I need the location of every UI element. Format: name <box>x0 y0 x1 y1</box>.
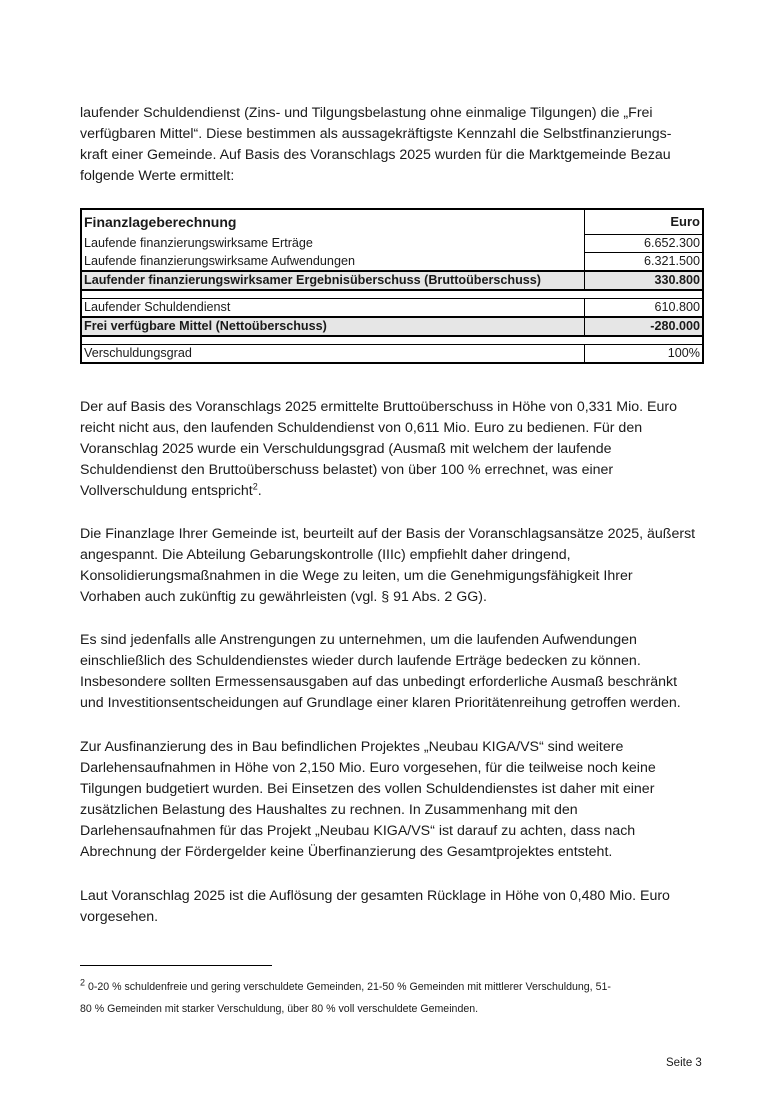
text-line: Der auf Basis des Voranschlags 2025 ermittelte Bruttoüberschuss in Höhe von 0,331 Mio. Euro <box>80 399 677 415</box>
text-line: Schuldendienst den Bruttoüberschuss belastet) von über 100 % errechnet, was einer <box>80 462 614 478</box>
paragraph-gross-surplus <box>80 397 705 502</box>
text-line: Es sind jedenfalls alle Anstrengungen zu unternehmen, um die laufenden Aufwendungen <box>80 632 637 648</box>
text-line: 80 % Gemeinden mit starker Verschuldung, über 80 % voll verschuldete Gemeinden. <box>80 1003 479 1015</box>
row-value: -280.000 <box>584 317 703 336</box>
paragraph-financial-situation <box>80 524 705 608</box>
table-spacer <box>81 336 703 345</box>
text-line: Tilgungen budgetiert wurden. Bei Einsetzen des vollen Schuldendienstes ist daher mit einer <box>80 781 655 797</box>
table-row-net-surplus <box>81 317 703 336</box>
table-spacer <box>81 290 703 299</box>
table-row-gross-surplus <box>81 271 703 290</box>
text-line: laufender Schuldendienst (Zins- und Tilgungsbelastung ohne einmalige Tilgungen) die „Frei <box>80 105 653 121</box>
row-value: 330.800 <box>584 271 703 290</box>
row-value: 100% <box>584 345 703 364</box>
row-label: Laufende finanzierungswirksame Erträge <box>81 235 584 253</box>
text-line: Laut Voranschlag 2025 ist die Auflösung der gesamten Rücklage in Höhe von 0,480 Mio. Euro <box>80 888 670 904</box>
row-label: Verschuldungsgrad <box>81 345 584 364</box>
paragraph-efforts <box>80 630 705 714</box>
table-row <box>81 345 703 364</box>
text-line: folgende Werte ermittelt: <box>80 168 235 184</box>
paragraph-reserves <box>80 886 705 928</box>
text-line: kraft einer Gemeinde. Auf Basis des Voranschlags 2025 wurden für die Marktgemeinde Bezau <box>80 147 671 163</box>
text-line: Vorhaben auch zukünftig zu gewährleisten (vgl. § 91 Abs. 2 GG). <box>80 589 487 605</box>
page-number: Seite 3 <box>666 1057 702 1069</box>
text-fragment: Vollverschuldung entspricht <box>80 483 253 499</box>
text-line: angespannt. Die Abteilung Gebarungskontrolle (IIIc) empfiehlt daher dringend, <box>80 547 571 563</box>
text-line: Zur Ausfinanzierung des in Bau befindlichen Projektes „Neubau KIGA/VS“ sind weitere <box>80 739 624 755</box>
text-line: zusätzlichen Belastung des Haushaltes zu rechnen. In Zusammenhang mit den <box>80 802 578 818</box>
text-line: Insbesondere sollten Ermessensausgaben auf das unbedingt erforderliche Ausmaß beschränkt <box>80 674 678 690</box>
row-label: Frei verfügbare Mittel (Nettoüberschuss) <box>81 317 584 336</box>
text-line: Darlehensaufnahmen für das Projekt „Neubau KIGA/VS“ ist darauf zu achten, dass nach <box>80 823 636 839</box>
table-unit: Euro <box>584 209 703 235</box>
text-line: und Investitionsentscheidungen auf Grundlage einer klaren Prioritätenreihung getroffen werden. <box>80 695 681 711</box>
intro-paragraph <box>80 103 705 187</box>
table-row <box>81 235 703 253</box>
text-line: Voranschlag 2025 wurde ein Verschuldungsgrad (Ausmaß mit welchem der laufende <box>80 441 612 457</box>
text-line: einschließlich des Schuldendienstes wieder durch laufende Erträge bedecken zu können. <box>80 653 641 669</box>
footnote-divider <box>80 965 272 966</box>
table-title: Finanzlageberechnung <box>81 209 584 235</box>
text-line: Konsolidierungsmaßnahmen in die Wege zu leiten, um die Genehmigungsfähigkeit Ihrer <box>80 568 633 584</box>
text-line: vorgesehen. <box>80 909 159 925</box>
text-line <box>80 481 705 502</box>
row-label: Laufender finanzierungswirksamer Ergebnisüberschuss (Bruttoüberschuss) <box>81 271 584 290</box>
table-header-row <box>81 209 703 235</box>
text-line: Abrechnung der Fördergelder keine Überfinanzierung des Gesamtprojektes entsteht. <box>80 844 613 860</box>
table-row <box>81 253 703 272</box>
row-value: 610.800 <box>584 299 703 318</box>
financial-position-table <box>80 208 704 364</box>
row-value: 6.321.500 <box>584 253 703 272</box>
row-label: Laufende finanzierungswirksame Aufwendungen <box>81 253 584 272</box>
footnote-marker: 2 <box>80 977 86 988</box>
table-row <box>81 299 703 318</box>
paragraph-financing-project <box>80 737 705 863</box>
footnote-reference[interactable]: 2 <box>252 481 258 492</box>
text-fragment: 0-20 % schuldenfreie und gering verschuldete Gemeinden, 21-50 % Gemeinden mit mittlerer Verschuldung, 51- <box>85 981 611 993</box>
text-fragment: . <box>257 483 262 499</box>
row-value: 6.652.300 <box>584 235 703 253</box>
row-label: Laufender Schuldendienst <box>81 299 584 318</box>
text-line: Darlehensaufnahmen in Höhe von 2,150 Mio. Euro vorgesehen, für die teilweise noch keine <box>80 760 656 776</box>
text-line <box>80 976 705 998</box>
text-line: verfügbaren Mittel“. Diese bestimmen als aussagekräftigste Kennzahl die Selbstfinanzierungs- <box>80 126 672 142</box>
text-line: Die Finanzlage Ihrer Gemeinde ist, beurteilt auf der Basis der Voranschlagsansätze 2025, äußerst <box>80 526 696 542</box>
footnote <box>80 976 705 1020</box>
text-line: reicht nicht aus, den laufenden Schuldendienst von 0,611 Mio. Euro zu bedienen. Für den <box>80 420 643 436</box>
